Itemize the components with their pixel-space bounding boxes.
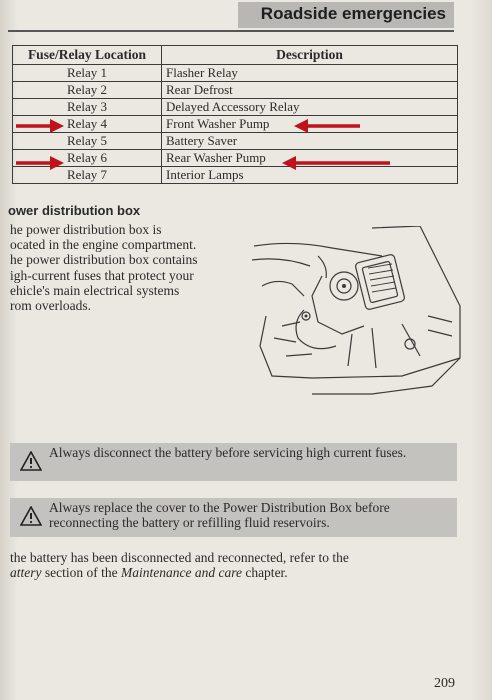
warning-triangle-icon xyxy=(20,451,42,471)
engine-compartment-illustration xyxy=(252,226,462,396)
battery-note xyxy=(10,550,460,580)
column-header-location: Fuse/Relay Location xyxy=(13,46,162,65)
column-header-description: Description xyxy=(162,46,458,65)
warning-text: Always replace the cover to the Power Distribution Box before reconnecting the battery or refilling fluid reservoirs. xyxy=(49,500,390,530)
relay-location: Relay 1 xyxy=(13,65,162,82)
relay-description: Delayed Accessory Relay xyxy=(162,99,458,116)
section-title: ower distribution box xyxy=(8,203,141,218)
table-row xyxy=(13,167,458,184)
right-arrow-icon xyxy=(16,119,64,133)
left-arrow-icon xyxy=(294,119,360,133)
fuse-relay-table xyxy=(12,45,458,184)
relay-description: Rear Defrost xyxy=(162,82,458,99)
table-row xyxy=(13,65,458,82)
warning-box xyxy=(10,443,457,481)
relay-location: Relay 4 xyxy=(13,116,162,133)
page-title: Roadside emergencies xyxy=(260,4,446,23)
battery-note-text: the battery has been disconnected and reconnected, refer to the xyxy=(10,550,349,565)
battery-section-reference: attery xyxy=(10,565,42,581)
relay-description: Interior Lamps xyxy=(162,167,458,184)
section-body: he power distribution box is ocated in the engine compartment. he power distribution box contains igh-current fuses that protect your ehicle's main electrical systems rom overloads. xyxy=(10,222,198,314)
relay-location: Relay 6 xyxy=(13,150,162,167)
table-row xyxy=(13,82,458,99)
table-row xyxy=(13,133,458,150)
relay-location: Relay 2 xyxy=(13,82,162,99)
relay-location: Relay 7 xyxy=(13,167,162,184)
relay-description: Battery Saver xyxy=(162,133,458,150)
header-rule xyxy=(8,30,454,32)
battery-note-text: chapter. xyxy=(241,565,288,581)
relay-location: Relay 3 xyxy=(13,99,162,116)
table-row xyxy=(13,99,458,116)
table-header-row xyxy=(13,46,458,65)
battery-note-text: section of the xyxy=(41,565,121,581)
left-arrow-icon xyxy=(282,156,390,170)
table-row xyxy=(13,116,458,133)
relay-location: Relay 5 xyxy=(13,133,162,150)
right-arrow-icon xyxy=(16,156,64,170)
warning-box xyxy=(10,498,457,537)
warning-text: Always disconnect the battery before servicing high current fuses. xyxy=(49,445,407,460)
warning-triangle-icon xyxy=(20,506,42,526)
relay-description: Flasher Relay xyxy=(162,65,458,82)
relay-description: Rear Washer Pump xyxy=(162,150,458,167)
relay-description: Front Washer Pump xyxy=(162,116,458,133)
page-number: 209 xyxy=(434,676,455,691)
maintenance-chapter-reference: Maintenance and care xyxy=(120,565,242,581)
table-row xyxy=(13,150,458,167)
